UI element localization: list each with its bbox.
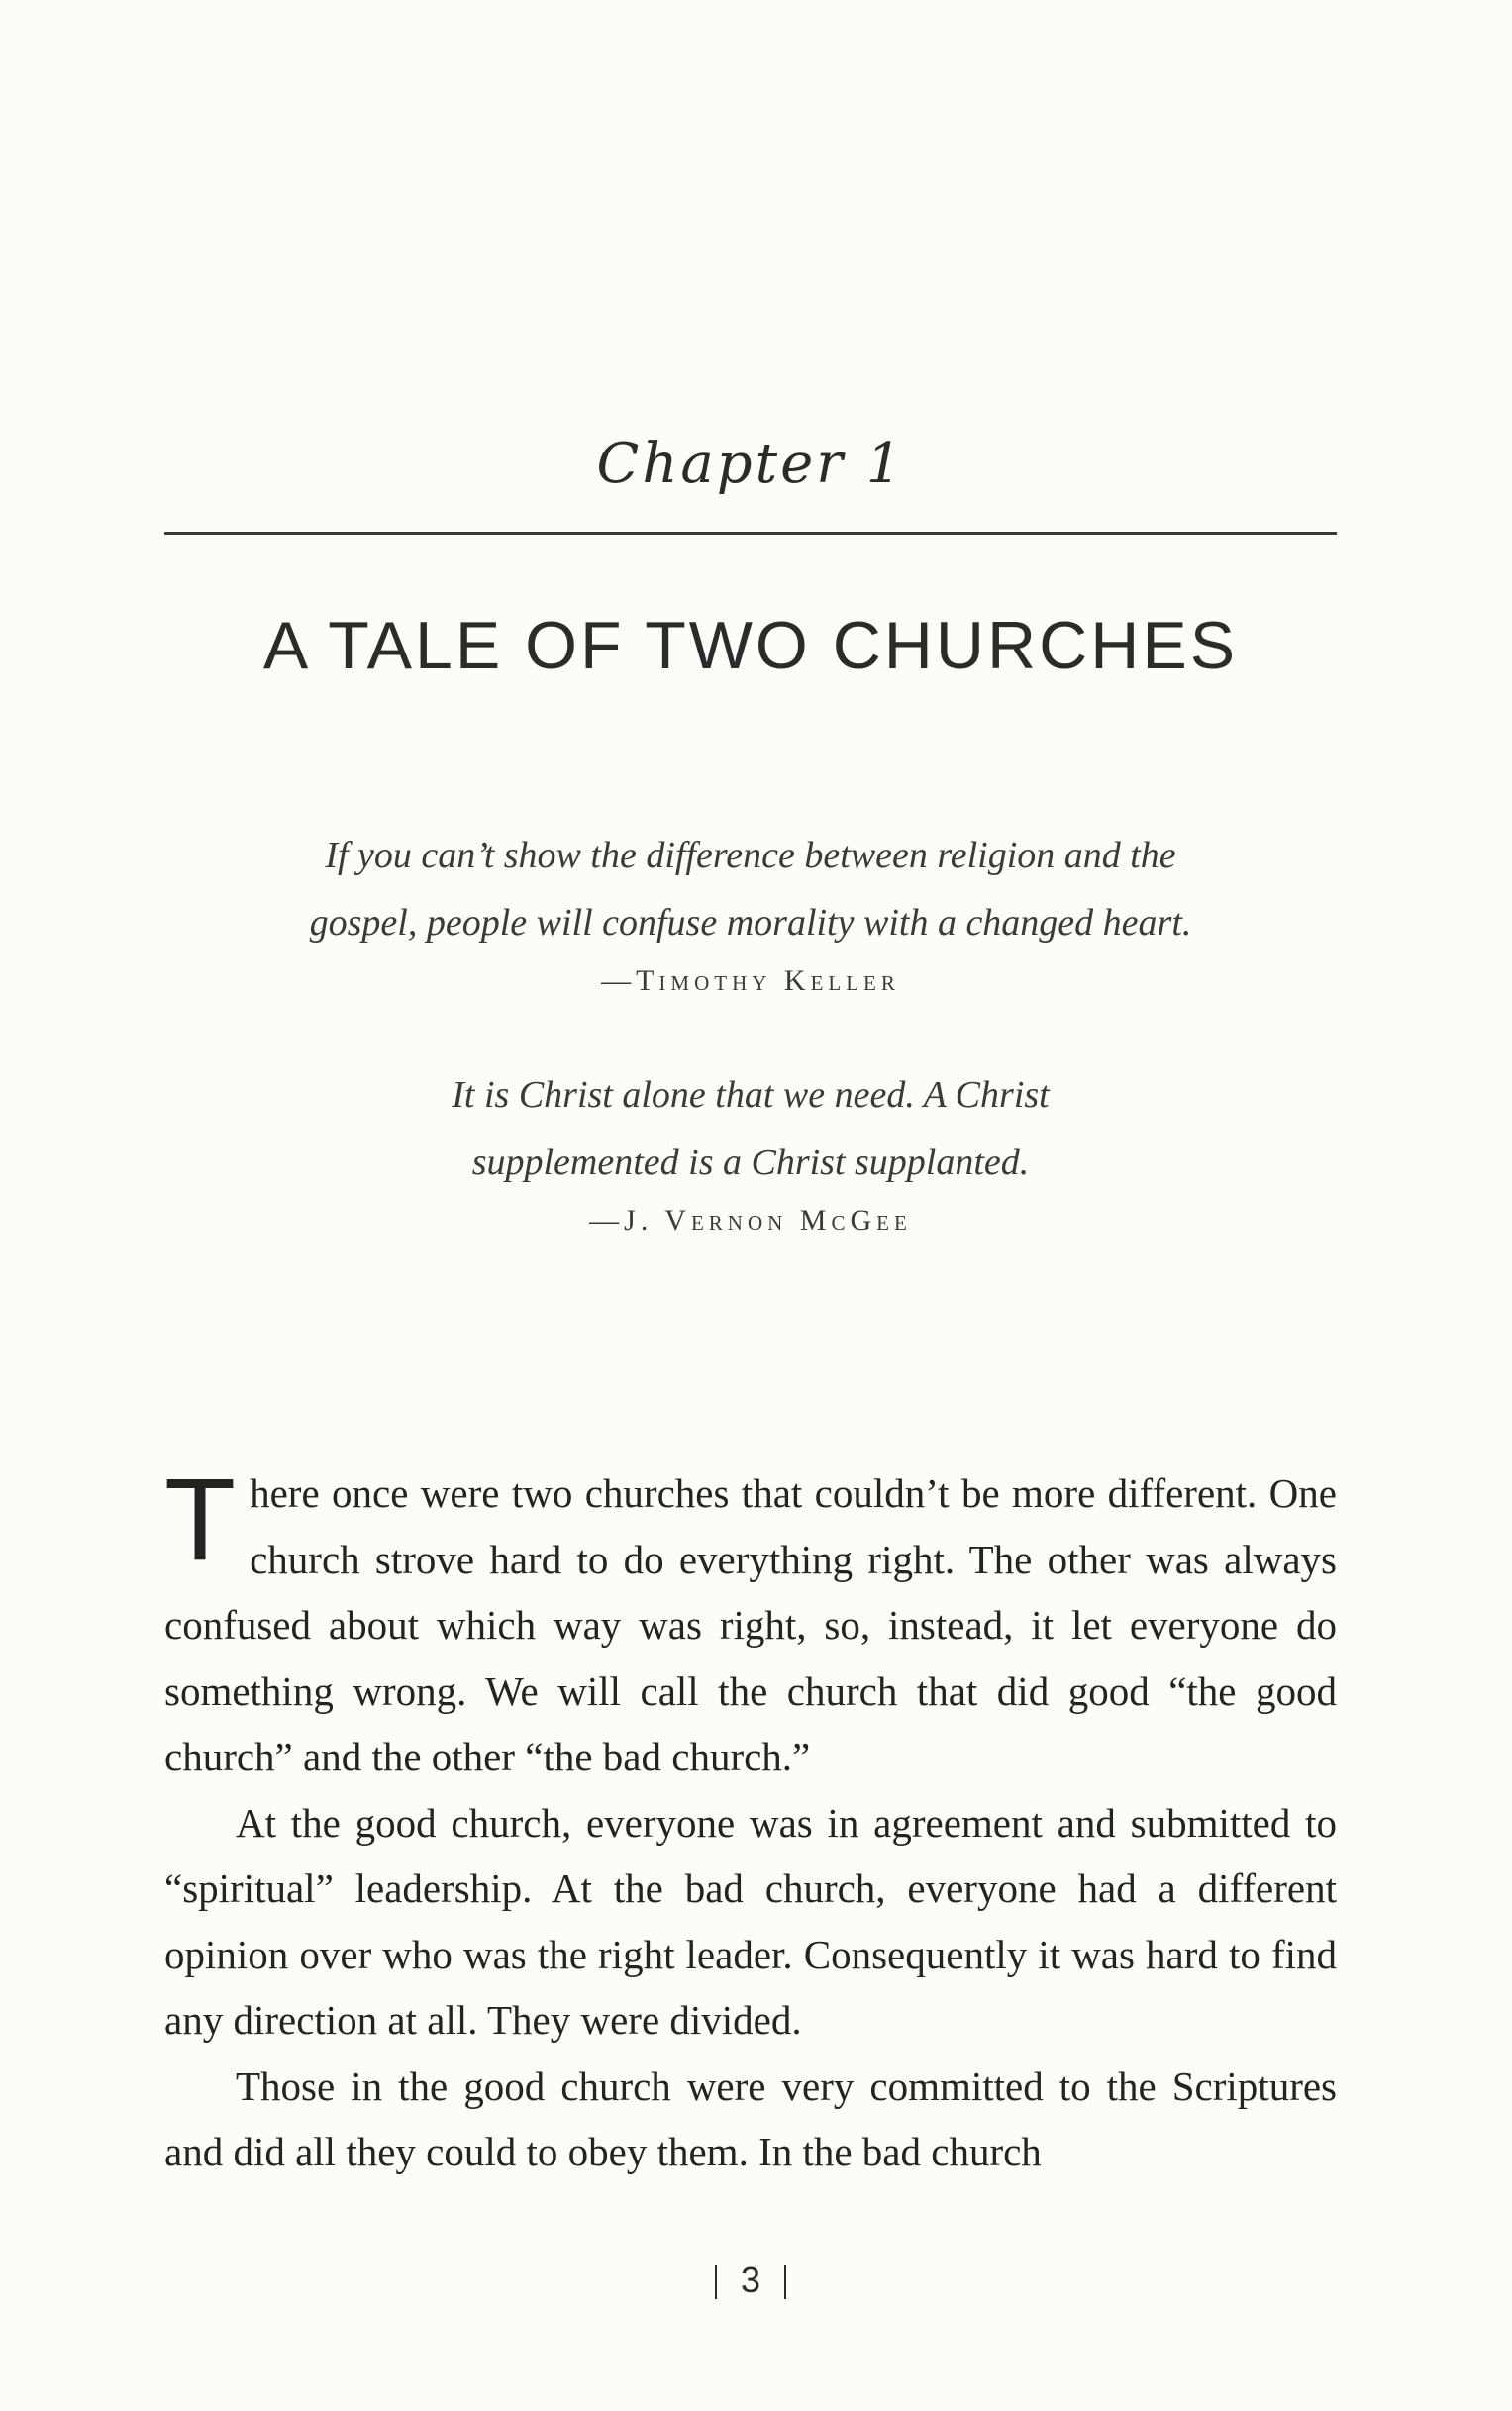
paragraph-text: here once were two churches that couldn’t be more different. One church strove hard to do everything right. The other was always confused about which way was right, so, instead, it let everyone do something wrong. We will call the church that did good “the good church” and the other “the bad church.” bbox=[164, 1470, 1337, 1779]
epigraph-attribution: —Timothy Keller bbox=[601, 964, 900, 997]
epigraph-quote-line: supplemented is a Christ supplanted. bbox=[471, 1142, 1030, 1183]
chapter-body bbox=[164, 1455, 1337, 2185]
epigraph-keller bbox=[164, 822, 1337, 1004]
epigraph-quote-line: gospel, people will confuse morality with a changed heart. bbox=[309, 902, 1192, 944]
chapter-divider bbox=[164, 532, 1337, 535]
body-paragraph-3: Those in the good church were very committed to the Scriptures and did all they could to obey them. In the bad church bbox=[164, 2062, 1337, 2174]
page-number bbox=[164, 2260, 1337, 2301]
epigraph-quote-line: If you can’t show the difference between religion and the bbox=[325, 835, 1176, 876]
folio-bar-right bbox=[784, 2265, 786, 2299]
chapter-title: A TALE OF TWO CHURCHES bbox=[262, 608, 1239, 683]
epigraph-attribution: —J. Vernon McGee bbox=[589, 1204, 912, 1237]
epigraph-quote-line: It is Christ alone that we need. A Christ bbox=[452, 1074, 1050, 1116]
drop-cap: T bbox=[164, 1455, 237, 1585]
page-number-text: 3 bbox=[740, 2260, 761, 2300]
body-paragraph-1 bbox=[164, 1455, 1337, 1790]
epigraph-mcgee bbox=[164, 1061, 1337, 1244]
folio-bar-left bbox=[715, 2265, 717, 2299]
chapter-label: Chapter 1 bbox=[596, 432, 905, 496]
body-paragraph-2: At the good church, everyone was in agreement and submitted to “spiritual” leadership. At the bad church, everyone had a different opinion over who was the right leader. Consequently it was hard to find any direction at all. They were divided. bbox=[164, 1799, 1337, 2043]
